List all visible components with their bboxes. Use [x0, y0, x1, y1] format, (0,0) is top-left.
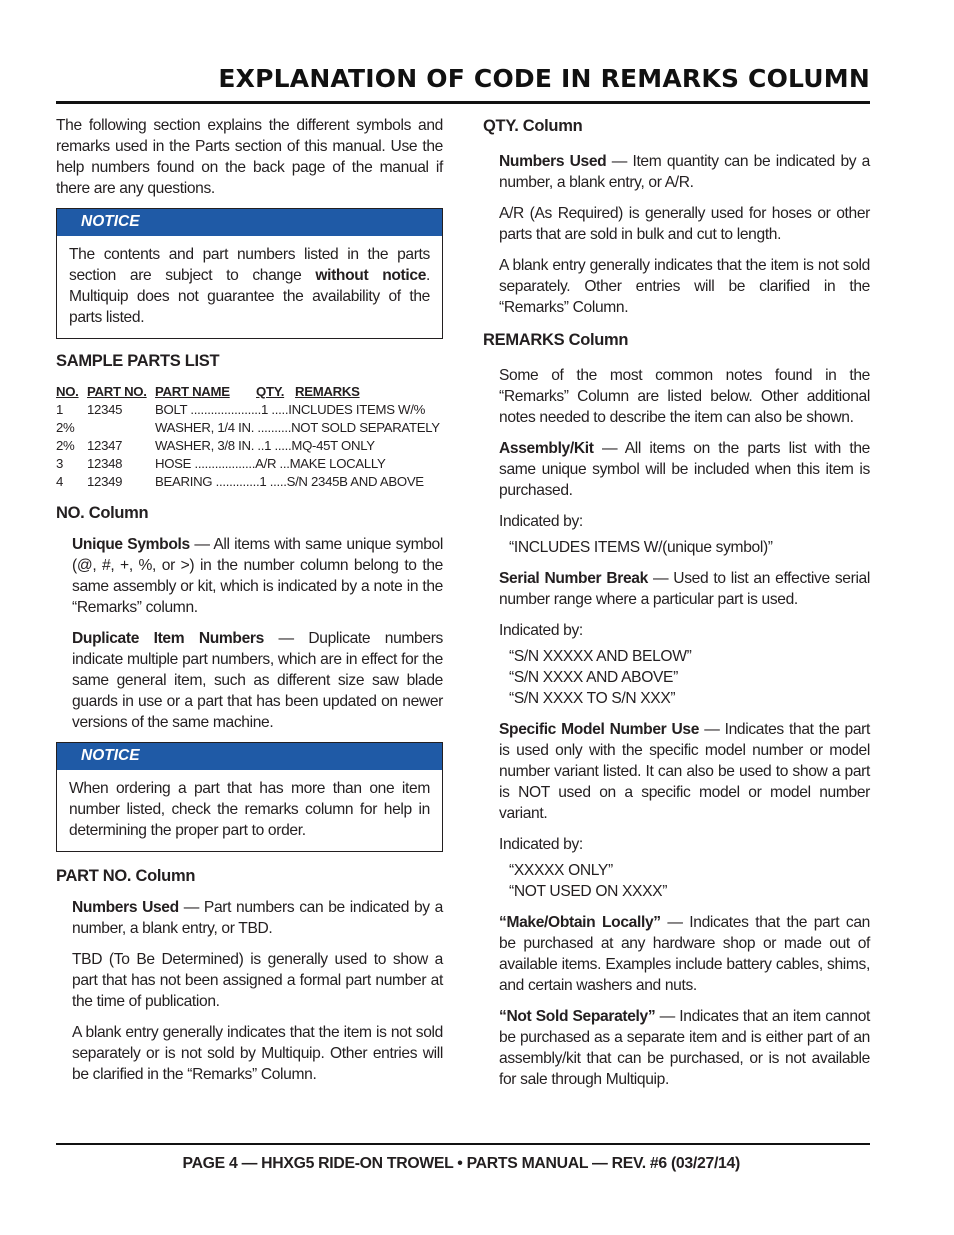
duplicate-numbers-paragraph: Duplicate Item Numbers — Duplicate numbers indicate multiple part numbers, which are in effect for the same general item, such as different size saw blade guards in use or a part that has been updated on newer versions of the same machine. — [72, 630, 443, 731]
row-no: 1 — [56, 402, 64, 417]
header-part-no: PART NO. — [87, 384, 147, 399]
serial-number-break-paragraph: Serial Number Break — Used to list an effective serial number range where a particular part is used. — [499, 570, 870, 608]
serial-example: “S/N XXXX AND ABOVE” — [509, 669, 678, 686]
as-required-paragraph: A/R (As Required) is generally used for hoses or other parts that are sold in bulk and cut to length. — [499, 205, 870, 243]
right-column — [483, 115, 870, 1090]
row-part-no: 12347 — [87, 438, 123, 453]
row-no: 2% — [56, 420, 75, 435]
indicated-by-label: Indicated by: — [499, 513, 583, 530]
row-description: WASHER, 3/8 IN. ..1 .....MQ-45T ONLY — [155, 438, 375, 453]
notice-label: NOTICE — [57, 209, 442, 236]
serial-example: “S/N XXXXX AND BELOW” — [509, 648, 692, 665]
make-locally-paragraph: “Make/Obtain Locally” — Indicates that the part can be purchased at any hardware shop or made out of available items. Examples include battery cables, shims, and certain washers and nuts. — [499, 914, 871, 994]
part-no-column-heading: PART NO. Column — [56, 867, 196, 885]
notice-text: The contents and part numbers listed in the parts section are subject to change without notice. Multiquip does not guarantee the availability of the parts listed. — [69, 246, 430, 326]
serial-example: “S/N XXXX TO S/N XXX” — [509, 690, 676, 707]
qty-blank-entry-paragraph: A blank entry generally indicates that the item is not sold separately. Other entries will be clarified in the “Remarks” Column. — [499, 257, 870, 316]
footer-rule — [56, 1143, 870, 1145]
remarks-column-heading: REMARKS Column — [483, 331, 629, 349]
row-description: WASHER, 1/4 IN. ..........NOT SOLD SEPARATELY — [155, 420, 440, 435]
parts-row — [56, 401, 443, 419]
model-example: “XXXXX ONLY” — [509, 862, 613, 879]
indicated-by-label: Indicated by: — [499, 836, 583, 853]
part-blank-entry-paragraph: A blank entry generally indicates that the item is not sold separately or is not sold by Multiquip. Other entries will be clarified in the “Remarks” Column. — [72, 1024, 443, 1083]
row-no: 2% — [56, 438, 75, 453]
parts-row — [56, 437, 443, 455]
row-part-no: 12349 — [87, 474, 123, 489]
no-column-heading: NO. Column — [56, 504, 149, 522]
row-no: 4 — [56, 474, 64, 489]
assembly-example: “INCLUDES ITEMS W/(unique symbol)” — [509, 539, 773, 556]
serial-examples — [509, 646, 870, 709]
row-description: BEARING .............1 .....S/N 2345B AND ABOVE — [155, 474, 424, 489]
indicated-by-label: Indicated by: — [499, 622, 583, 639]
page-title: EXPLANATION OF CODE IN REMARKS COLUMN — [218, 64, 870, 93]
unique-symbols-paragraph: Unique Symbols — All items with same unique symbol (@, #, +, %, or >) in the number column belong to the same assembly or kit, which is indicated by a note in the “Remarks” column. — [72, 536, 443, 616]
page-footer: PAGE 4 — HHXG5 RIDE-ON TROWEL • PARTS MANUAL — REV. #6 (03/27/14) — [182, 1155, 740, 1172]
header-qty: QTY. — [256, 384, 285, 399]
parts-row — [56, 455, 443, 473]
intro-paragraph: The following section explains the different symbols and remarks used in the Parts section of this manual. Use the help numbers found on the back page of the manual if there are any questions. — [56, 117, 443, 197]
header-remarks: REMARKS — [295, 384, 360, 399]
row-part-no: 12345 — [87, 402, 123, 417]
tbd-paragraph: TBD (To Be Determined) is generally used to show a part that has not been assigned a formal part number at the time of publication. — [72, 951, 443, 1010]
sample-parts-list — [56, 383, 443, 491]
parts-header-row — [56, 383, 443, 401]
notice-label: NOTICE — [57, 743, 442, 770]
assembly-kit-paragraph: Assembly/Kit — All items on the parts list with the same unique symbol will be included when this item is purchased. — [499, 440, 870, 499]
parts-row — [56, 419, 443, 437]
header-no: NO. — [56, 384, 79, 399]
header-part-name: PART NAME — [155, 384, 230, 399]
title-rule — [56, 101, 870, 104]
part-numbers-used-paragraph: Numbers Used — Part numbers can be indicated by a number, a blank entry, or TBD. — [72, 899, 444, 937]
not-sold-separately-paragraph: “Not Sold Separately” — Indicates that an item cannot be purchased as a separate item and is either part of an assembly/kit that can be purchased, or is not available for sale through Multiquip. — [499, 1008, 870, 1088]
left-column — [56, 115, 443, 1085]
parts-row — [56, 473, 443, 491]
qty-column-heading: QTY. Column — [483, 117, 583, 135]
row-part-no: 12348 — [87, 456, 123, 471]
notice-box-contents — [56, 208, 443, 339]
model-examples — [509, 860, 870, 902]
model-example: “NOT USED ON XXXX” — [509, 883, 668, 900]
notice-text: When ordering a part that has more than one item number listed, check the remarks column for help in determining the proper part to order. — [69, 780, 430, 839]
sample-parts-heading: SAMPLE PARTS LIST — [56, 352, 220, 370]
specific-model-paragraph: Specific Model Number Use — Indicates that the part is used only with the specific model number or model number variant listed. It can also be used to show a part is NOT used on a specific model or model number variant. — [499, 721, 870, 822]
notice-box-ordering — [56, 742, 443, 852]
remarks-intro-paragraph: Some of the most common notes found in the “Remarks” Column are listed below. Other additional notes needed to describe the item can also be shown. — [499, 367, 870, 426]
qty-numbers-used-paragraph: Numbers Used — Item quantity can be indicated by a number, a blank entry, or A/R. — [499, 153, 870, 191]
row-no: 3 — [56, 456, 64, 471]
row-description: HOSE ..................A/R ...MAKE LOCALLY — [155, 456, 386, 471]
row-description: BOLT .....................1 .....INCLUDES ITEMS W/% — [155, 402, 425, 417]
